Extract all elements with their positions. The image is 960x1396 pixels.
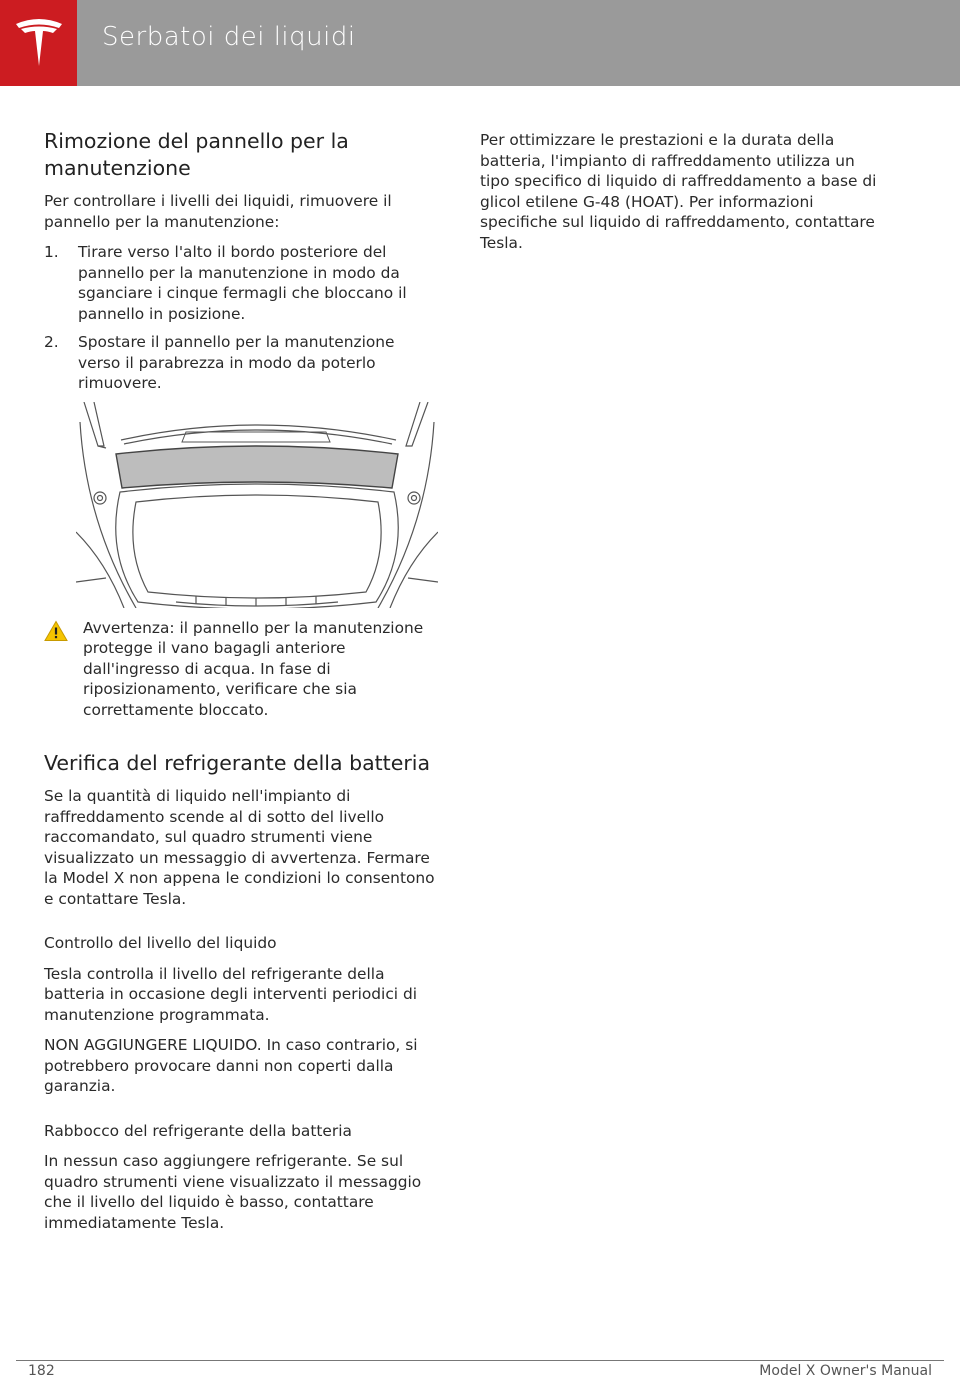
step-list <box>44 242 439 394</box>
warning-triangle-icon <box>44 620 68 642</box>
topup-paragraph: In nessun caso aggiungere refrigerante. Se sul quadro strumenti viene visualizzato il messaggio che il livello del liquido è basso, contattare immediatamente Tesla. <box>44 1152 422 1232</box>
section-intro: Per controllare i livelli dei liquidi, rimuovere il pannello per la manutenzione: <box>44 192 392 231</box>
left-column <box>44 128 439 1243</box>
subsection-title-topup: Rabbocco del refrigerante della batteria <box>44 1121 352 1140</box>
subsection-title-level-check: Controllo del livello del liquido <box>44 934 277 952</box>
footer-divider <box>16 1360 944 1361</box>
section-title-panel-removal: Rimozione del pannello per la manutenzione <box>44 129 349 180</box>
manual-title: Model X Owner's Manual <box>759 1363 932 1379</box>
coolant-section <box>44 750 439 909</box>
page-title: Serbatoi dei liquidi <box>102 22 356 52</box>
coolant-paragraph: Se la quantità di liquido nell'impianto di raffreddamento scende al di sotto del livello raccomandato, sul quadro strumenti viene visualizzato un messaggio di avvertenza. Fermare la Model X non appena le condizioni lo consentono e contattare Tesla. <box>44 787 435 908</box>
level-check-subsection <box>44 933 439 1097</box>
step-number: 2. <box>44 333 59 351</box>
right-column <box>480 130 880 263</box>
list-item <box>44 242 439 324</box>
warning-text: Avvertenza: il pannello per la manutenzione protegge il vano bagagli anteriore dall'ingresso di acqua. In fase di riposizionamento, verificare che sia correttamente bloccato. <box>83 618 424 719</box>
step-text: Spostare il pannello per la manutenzione verso il parabrezza in modo da poterlo rimuovere. <box>78 333 395 392</box>
tesla-logo-icon <box>13 16 65 70</box>
level-check-paragraph: Tesla controlla il livello del refrigerante della batteria in occasione degli interventi periodici di manutenzione programmata. <box>44 964 418 1024</box>
page-header <box>0 0 960 86</box>
step-number: 1. <box>44 243 59 261</box>
coolant-type-paragraph: Per ottimizzare le prestazioni e la durata della batteria, l'impianto di raffreddamento utilizza un tipo specifico di liquido di raffreddamento a base di glicol etilene G-48 (HOAT). Per informazioni specifiche sul liquido di raffreddamento, contattare Tesla. <box>480 131 877 252</box>
warning-note <box>44 618 439 721</box>
topup-subsection <box>44 1121 439 1234</box>
page-number: 182 <box>28 1363 55 1379</box>
list-item <box>44 332 439 394</box>
no-fluid-paragraph: NON AGGIUNGERE LIQUIDO. In caso contrario, si potrebbero provocare danni non coperti dalla garanzia. <box>44 1036 418 1095</box>
frunk-illustration <box>76 402 438 608</box>
brand-logo-box <box>0 0 77 86</box>
step-text: Tirare verso l'alto il bordo posteriore del pannello per la manutenzione in modo da sganciare i cinque fermagli che bloccano il pannello in posizione. <box>78 243 407 323</box>
section-title-coolant: Verifica del refrigerante della batteria <box>44 751 431 775</box>
